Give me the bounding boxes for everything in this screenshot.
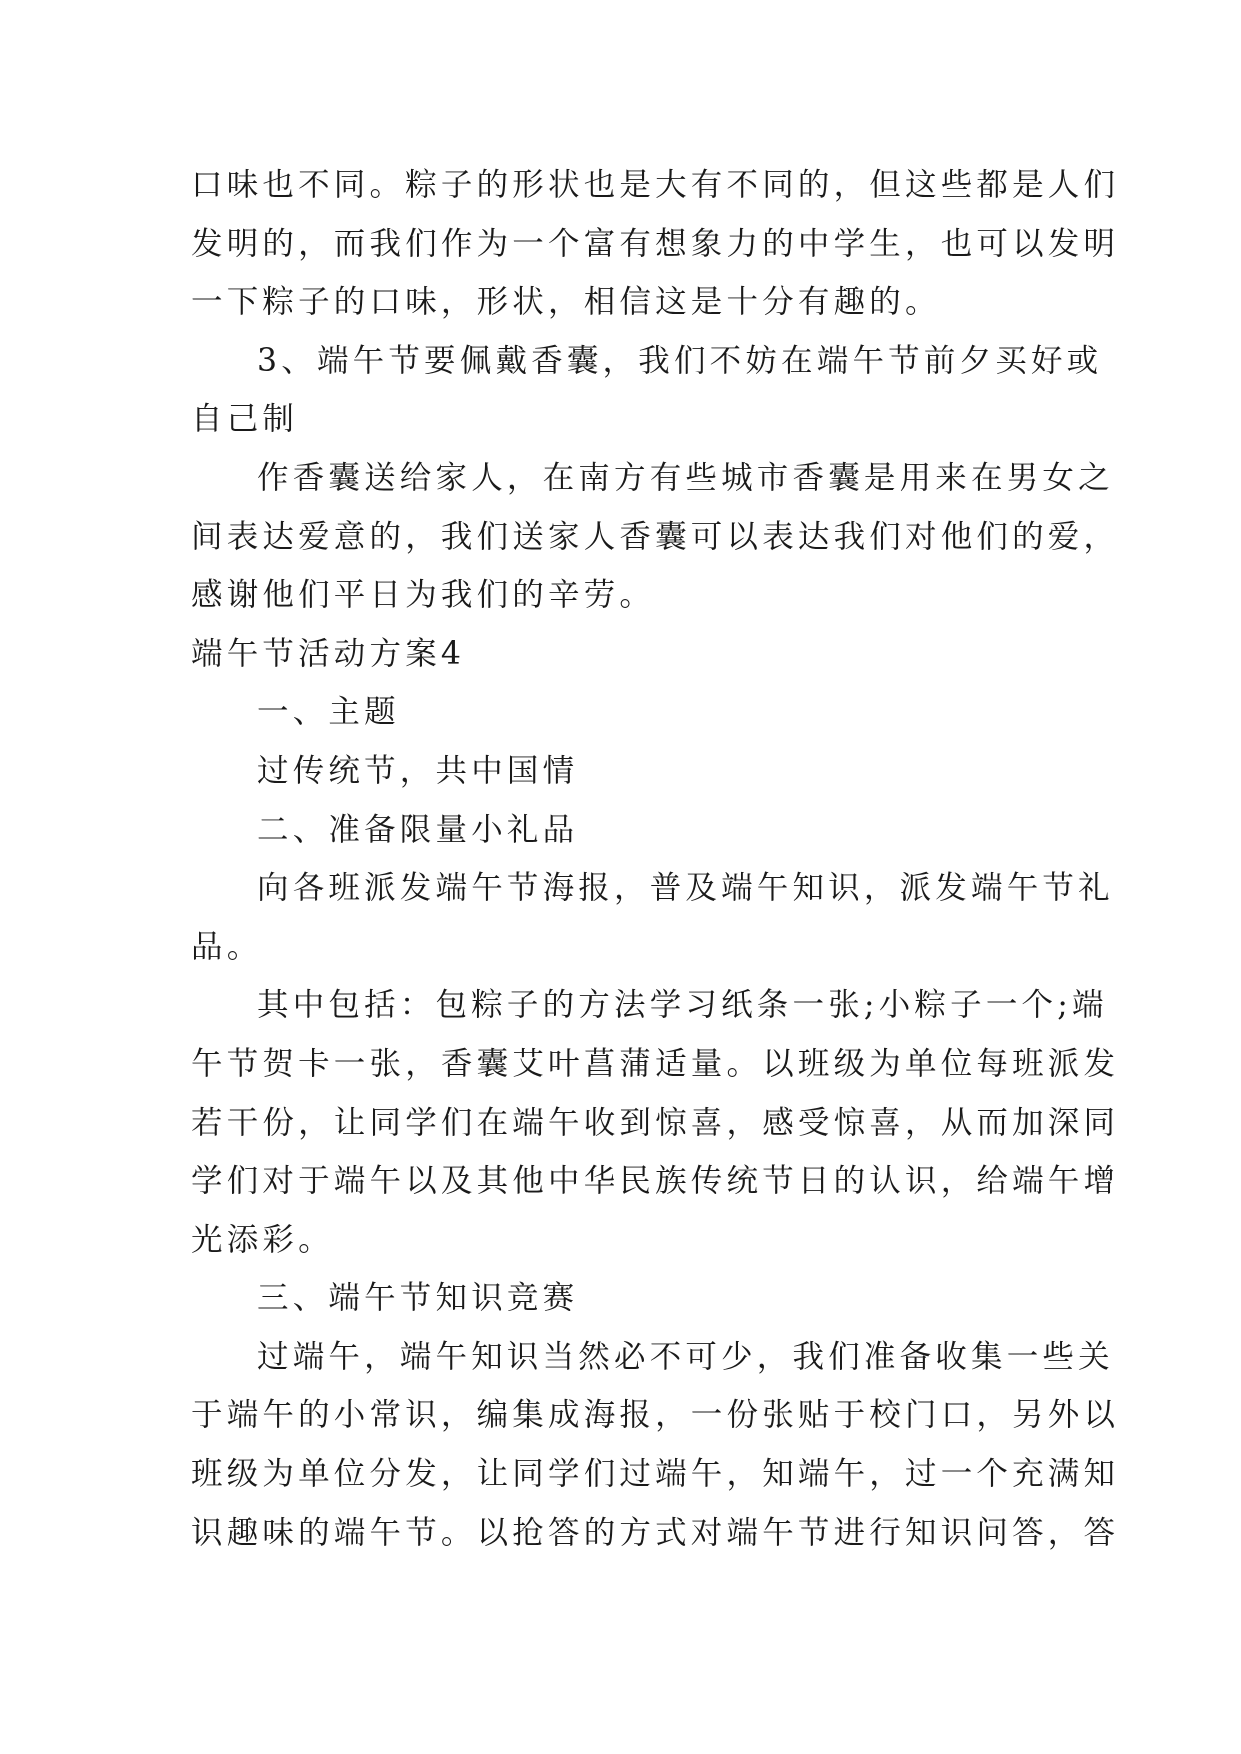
document-body — [191, 156, 1120, 1562]
text-line: 午节贺卡一张，香囊艾叶菖蒲适量。以班级为单位每班派发 — [191, 1045, 1120, 1082]
text-line: 3、端午节要佩戴香囊，我们不妨在端午节前夕买好或 — [257, 342, 1103, 379]
text-line: 过传统节，共中国情 — [257, 752, 579, 789]
text-line: 口味也不同。粽子的形状也是大有不同的，但这些都是人们 — [191, 167, 1120, 203]
text-line: 过端午，端午知识当然必不可少，我们准备收集一些关 — [257, 1338, 1114, 1375]
text-line: 于端午的小常识，编集成海报，一份张贴于校门口，另外以 — [191, 1397, 1120, 1434]
text-line: 发明的，而我们作为一个富有想象力的中学生，也可以发明 — [191, 225, 1120, 262]
text-line: 间表达爱意的，我们送家人香囊可以表达我们对他们的爱， — [191, 518, 1120, 555]
text-line: 品。 — [191, 928, 263, 965]
text-line: 其中包括：包粽子的方法学习纸条一张;小粽子一个;端 — [257, 987, 1108, 1024]
text-line: 作香囊送给家人，在南方有些城市香囊是用来在男女之 — [257, 459, 1114, 496]
text-line: 一下粽子的口味，形状，相信这是十分有趣的。 — [191, 284, 941, 321]
section-heading: 端午节活动方案4 — [191, 635, 466, 672]
text-line: 感谢他们平日为我们的辛劳。 — [191, 577, 656, 614]
subheading: 一、主题 — [257, 694, 400, 731]
subheading: 二、准备限量小礼品 — [257, 811, 579, 848]
text-line: 光添彩。 — [191, 1221, 334, 1258]
text-line: 若干份，让同学们在端午收到惊喜，感受惊喜，从而加深同 — [191, 1104, 1120, 1141]
subheading: 三、端午节知识竞赛 — [257, 1280, 579, 1317]
text-line: 向各班派发端午节海报，普及端午知识，派发端午节礼 — [257, 870, 1114, 907]
text-line: 识趣味的端午节。以抢答的方式对端午节进行知识问答，答 — [191, 1514, 1120, 1551]
text-line: 自己制 — [191, 401, 299, 438]
text-line: 班级为单位分发，让同学们过端午，知端午，过一个充满知 — [191, 1456, 1120, 1493]
text-line: 学们对于端午以及其他中华民族传统节日的认识，给端午增 — [191, 1163, 1120, 1200]
